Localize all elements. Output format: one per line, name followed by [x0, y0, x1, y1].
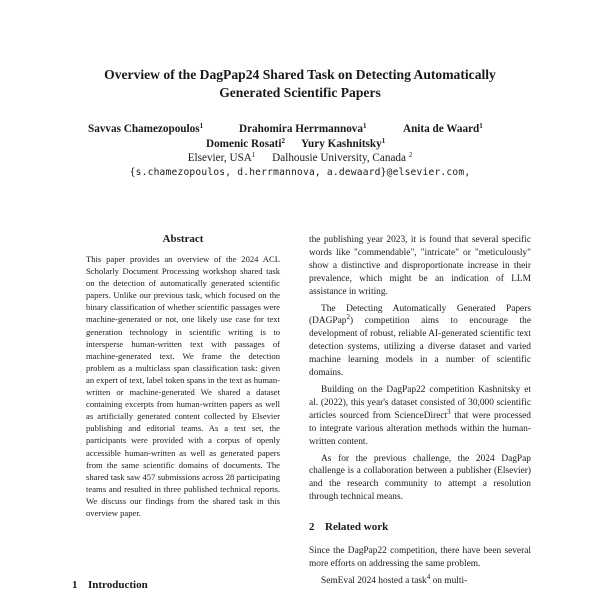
abstract-body: This paper provides an overview of the 2024 ACL Scholarly Document Processing workshop shared task on the detection of automatically generated scientific papers. Unlike our previous task, which focused on the binary classification of whether scientific passages were machine-generated or not, one likely use case for text generation technology in scientific writing is to intersperse human-written text with passages of machine-generated text. We frame the detection problem as a multiclass span classification task: given an expert of text, label token spans in the text as human-written or machine-generated We shared a dataset containing excerpts from human-written papers as well as artificially generated content collected by Elsevier publishing and editorial teams. As a test set, the participants were provided with a corpus of openly accessible human-written as well as generated papers from the same scientific domains of documents. The shared task saw 457 submissions across 28 participating teams and resulted in three published technical reports. We discuss our findings from the shared task in this overview paper. — [86, 254, 280, 518]
paragraph-2 — [309, 303, 531, 380]
paper-title — [70, 66, 530, 102]
author-name: Yury Kashnitsky — [301, 138, 382, 150]
section-number: 1 — [72, 579, 78, 591]
author-sup: 1 — [479, 122, 483, 130]
affiliation-sup: 1 — [251, 151, 256, 159]
affiliation-sup: 2 — [408, 151, 413, 159]
paragraph-4: As for the previous challenge, the 2024 DagPap challenge is a collaboration between a publisher (Elsevier) and the research community to attempt a resolution through technical means. — [309, 453, 531, 503]
author-2 — [239, 123, 366, 135]
author-3 — [403, 123, 483, 135]
author-sup: 1 — [381, 137, 386, 145]
author-5 — [301, 138, 385, 150]
section-title: Introduction — [88, 579, 148, 591]
right-column-lower — [309, 545, 531, 588]
author-sup: 1 — [362, 122, 367, 130]
author-sup: 2 — [281, 137, 286, 145]
author-4 — [206, 138, 285, 150]
paragraph-1: the publishing year 2023, it is found that several specific words like "commendable", "intricate" or "meticulously" show a distinctive and disproportionate increase in their prevalence, which might be an indication of LLM assistance in writing. — [309, 235, 531, 297]
paragraph-3 — [309, 384, 531, 449]
footnote-mark: 4 — [426, 572, 431, 581]
paragraph-2-text-a: The Detecting Automatically Generated Papers (DAGPap — [309, 303, 531, 327]
affiliation-dalhousie: Dalhousie University, Canada — [272, 152, 406, 164]
section-number: 2 — [309, 521, 315, 533]
author-name: Anita de Waard — [403, 123, 480, 135]
section-related-work-heading — [309, 521, 388, 533]
title-line-2: Generated Scientific Papers — [219, 85, 381, 100]
paragraph-6 — [309, 572, 531, 588]
affiliations — [60, 152, 540, 164]
author-name: Domenic Rosati — [206, 138, 282, 150]
right-column-upper — [309, 234, 531, 504]
author-name: Drahomira Herrmannova — [239, 123, 363, 135]
section-title: Related work — [325, 521, 389, 533]
title-line-1: Overview of the DagPap24 Shared Task on Detecting Automatically — [104, 67, 496, 82]
paragraph-3-text-b: that were processed to integrate various alteration methods within the human-written content. — [309, 410, 531, 447]
paragraph-6-text-a: SemEval 2024 hosted a task — [321, 575, 427, 586]
footnote-mark: 3 — [447, 407, 451, 416]
author-sup: 1 — [199, 122, 204, 130]
paragraph-3-text-a: Building on the DagPap22 competition Kashnitsky et al. (2022), this year's dataset consisted of 30,000 scientific articles sourced from ScienceDirect — [309, 384, 531, 421]
paragraph-5: Since the DagPap22 competition, there have been several more efforts on addressing the same problem. — [309, 546, 531, 569]
author-1 — [88, 123, 203, 135]
footnote-mark: 2 — [346, 313, 350, 322]
section-introduction-heading — [72, 579, 148, 591]
paragraph-6-text-b: on multi- — [430, 575, 468, 586]
paragraph-2-text-b: ) competition aims to encourage the development of robust, reliable AI-generated scientific text detection systems, utilizing a diverse dataset and varied machine learning models in a number of scientific domains. — [309, 316, 531, 379]
author-emails: {s.chamezopoulos, d.herrmannova, a.dewaard}@elsevier.com, — [129, 167, 471, 178]
affiliation-elsevier: Elsevier, USA — [187, 152, 252, 164]
author-name: Savvas Chamezopoulos — [88, 123, 200, 135]
abstract-heading: Abstract — [162, 233, 204, 245]
